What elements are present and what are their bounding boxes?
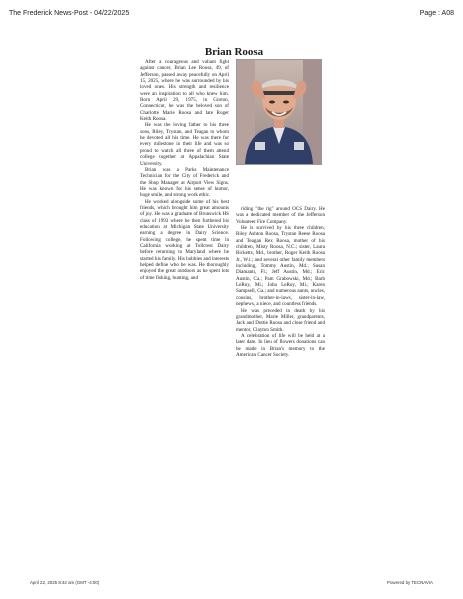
article-paragraph: riding "the rig" around OCS Dairy. He was a dedicated member of the Jefferson Volunteer Fire Company. [236, 206, 325, 225]
article-paragraph: He was preceded in death by his grandmother, Marie Miller, grandparents, Jack and Dottie Roosa and close friend and mentor, Clayton Smith. [236, 307, 325, 333]
footer-powered-by: Powered by TECNAVIA [387, 580, 433, 585]
article-paragraph: He was the loving father to his three sons, Riley, Trystan, and Teagan to whom he devoted all his time. He was there for every milestone in their life and was so proud to watch all three of them attend college together at Appalachian State University. [140, 122, 229, 167]
article-left-column [140, 59, 229, 281]
article-paragraph: A celebration of life will be held at a later date. In lieu of flowers donations can be made in Brian's memory to the American Cancer Society. [236, 332, 325, 358]
publication-date-label: The Frederick News-Post - 04/22/2025 [9, 10, 130, 17]
page-footer [30, 580, 433, 590]
footer-timestamp: April 22, 2025 8:42 am (GMT -4:00) [30, 580, 100, 585]
article-headline: Brian Roosa [204, 46, 264, 58]
page-header [9, 10, 454, 24]
portrait-photo [236, 59, 322, 165]
article-paragraph: Brian was a Parks Maintenance Technician for the City of Frederick and the Shop Manager at Airport View Signs. He was known for his sense of humor, huge smile, and strong work ethic. [140, 166, 229, 199]
article-right-column [236, 206, 325, 358]
portrait-illustration [237, 60, 321, 164]
article-paragraph: He worked alongside some of his best friends, which brought him great amounts of joy. He was a graduate of Brunswick HS class of 1993 where he then furthered his education at Michigan State University earning a degree in Dairy Science. Following college, he spent time in California working at Tollcrest Dairy before returning to Maryland where he started his family. His hobbies and interests helped define who he was. He thoroughly enjoyed the great outdoors as he spent lots of time fishing, hunting, and [140, 198, 229, 281]
page-number-label: Page : A08 [419, 10, 454, 17]
article-paragraph: He is survived by his three children, Riley Ashton Roosa, Trystan Reese Roosa and Teagan Rex Roosa, mother of his children, Misty Roosa, N.C.; sister, Laura Ricketts, Md., brother, Roger Keith Roosa Jr., W.i.; and several other family members including, Tommy Austin, Md.; Susan Diamanti, Fl.; Jeff Austin, Md.; Eric Austin, Ca.; Pam Grabowski, Md.; Barb LeRoy, Mi.; John LeRoy, Mi.; Karen Sampsell, Ga.; and numerous aunts, uncles, cousins, brother-in-laws, sister-in-law, nephews, a niece, and countless friends. [236, 225, 325, 308]
article-paragraph: After a courageous and valiant fight against cancer, Brian Lee Roosa, 49, of Jefferson, passed away peacefully on April 15, 2025, where he was surrounded by his loved ones. His strength and resilience were an inspiration to all who knew him. Born April 29, 1975, in Groton, Connecticut, he was the beloved son of Charlotte Marie Roosa and late Roger Keith Roosa. [140, 59, 229, 123]
